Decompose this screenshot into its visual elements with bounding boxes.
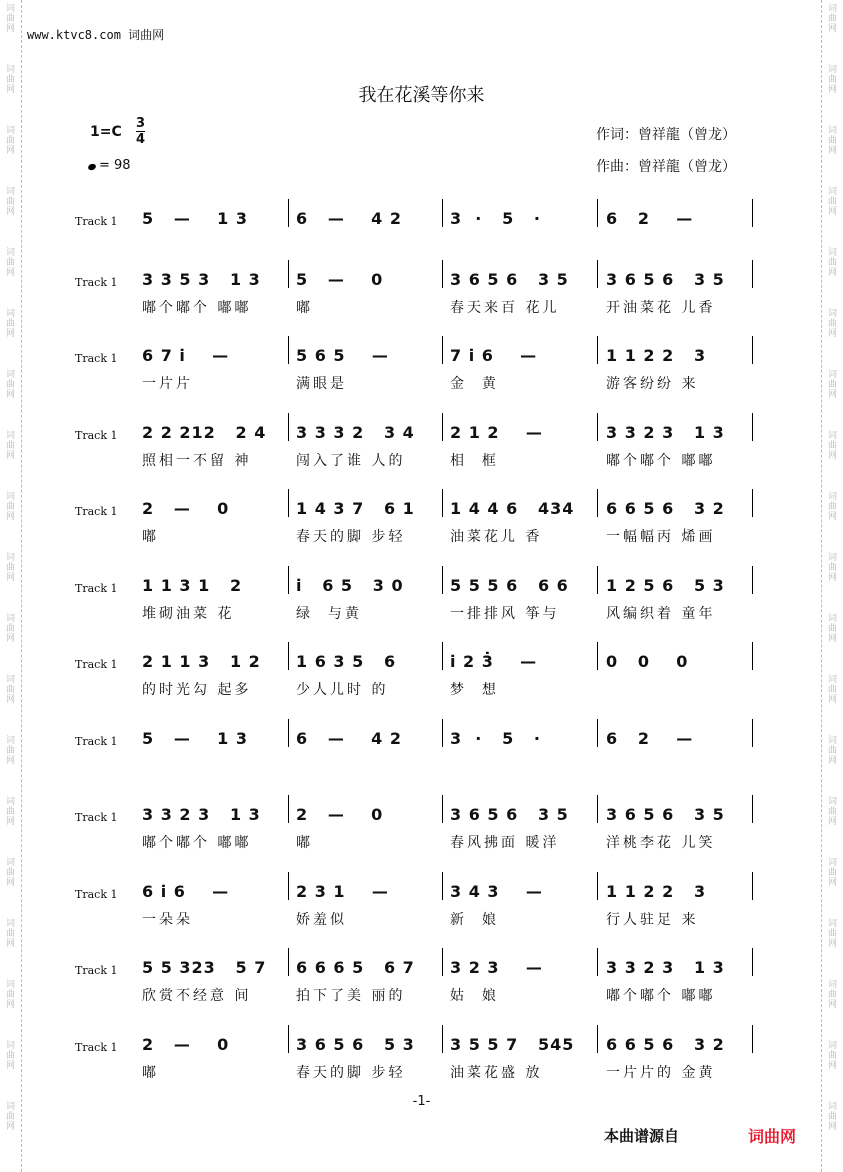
watermark-text: 词 曲 网 — [5, 614, 15, 644]
score-row — [0, 880, 843, 940]
lyric-text: 娇羞似 — [296, 912, 347, 928]
time-bottom: 4 — [136, 132, 146, 147]
barline — [752, 719, 753, 747]
lyric-text: 相 框 — [450, 453, 499, 469]
measure-notes: 3 3 5 3 1 3 — [142, 270, 261, 289]
tempo-marking — [88, 158, 131, 173]
score-row — [0, 803, 843, 863]
score-row — [0, 421, 843, 481]
watermark-text: 词 曲 网 — [5, 126, 15, 156]
measure-notes: 3 3 2 3 1 3 — [606, 958, 725, 977]
page-number: -1- — [412, 1094, 431, 1109]
measure-notes: 1 1 2 2 3 — [606, 346, 707, 365]
time-top: 3 — [136, 116, 146, 131]
barline — [288, 413, 289, 441]
measure-notes: 5 — 0 — [296, 270, 384, 289]
watermark-text: 词 曲 网 — [827, 919, 837, 949]
measure-notes: 6 — 4 2 — [296, 209, 402, 228]
watermark-text: 词 曲 网 — [827, 248, 837, 278]
track-label: Track 1 — [75, 811, 118, 824]
barline — [442, 566, 443, 594]
measure-notes: 6 2 — — [606, 729, 694, 748]
measure-notes: 1 4 3 7 6 1 — [296, 499, 415, 518]
lyric-text: 春风拂面 暖洋 — [450, 835, 560, 851]
barline — [597, 948, 598, 976]
track-label: Track 1 — [75, 352, 118, 365]
lyric-text: 春天来百 花儿 — [450, 300, 560, 316]
watermark-text: 词 曲 网 — [827, 4, 837, 34]
track-label: Track 1 — [75, 964, 118, 977]
lyric-text: 嘟 — [142, 1065, 159, 1081]
measure-notes: 5 6 5 — — [296, 346, 389, 365]
barline — [597, 489, 598, 517]
lyric-text: 少人儿时 的 — [296, 682, 389, 698]
watermark-text: 词 曲 网 — [5, 65, 15, 95]
measure-notes: i̇ 6 5 3 0 — [296, 576, 404, 595]
watermark-text: 词 曲 网 — [827, 65, 837, 95]
barline — [442, 336, 443, 364]
barline — [597, 336, 598, 364]
watermark-text: 词 曲 网 — [5, 309, 15, 339]
barline — [752, 642, 753, 670]
barline — [288, 489, 289, 517]
barline — [442, 413, 443, 441]
lyric-text: 嘟 — [142, 529, 159, 545]
barline — [288, 260, 289, 288]
measure-notes: 1 6 3 5 6 — [296, 652, 397, 671]
measure-notes: 3 2 3 — — [450, 958, 543, 977]
watermark-text: 词 曲 网 — [5, 1041, 15, 1071]
track-label: Track 1 — [75, 888, 118, 901]
watermark-text: 词 曲 网 — [827, 309, 837, 339]
measure-notes: 3 4 3 — — [450, 882, 543, 901]
measure-notes: 2 — 0 — [142, 1035, 230, 1054]
measure-notes: 3 3 2 3 1 3 — [142, 805, 261, 824]
watermark-text: 词 曲 网 — [5, 980, 15, 1010]
watermark-text: 词 曲 网 — [5, 1102, 15, 1132]
brand-logo: 词曲网 — [748, 1127, 797, 1146]
measure-notes: 5 — 1 3 — [142, 729, 248, 748]
track-label: Track 1 — [75, 658, 118, 671]
measure-notes: 6 — 4 2 — [296, 729, 402, 748]
measure-notes: 3 6 5 6 3 5 — [450, 805, 569, 824]
composer-credit: 作曲：曾祥龍（曾龙） — [596, 159, 736, 175]
barline — [597, 795, 598, 823]
measure-notes: 6 7 i̇ — — [142, 346, 230, 365]
measure-notes: 3 6 5 6 3 5 — [606, 270, 725, 289]
watermark-text: 词 曲 网 — [827, 736, 837, 766]
measure-notes: 1 1 2 2 3 — [606, 882, 707, 901]
lyric-text: 欣赏不经意 间 — [142, 988, 252, 1004]
lyric-text: 姑 娘 — [450, 988, 499, 1004]
barline — [288, 336, 289, 364]
watermark-text: 词 曲 网 — [5, 4, 15, 34]
score-row — [0, 497, 843, 557]
watermark-text: 词 曲 网 — [5, 797, 15, 827]
watermark-text: 词 曲 网 — [5, 248, 15, 278]
measure-notes: 7 i̇ 6 — — [450, 346, 538, 365]
barline — [597, 566, 598, 594]
lyric-text: 游客纷纷 来 — [606, 376, 699, 392]
lyric-text: 油菜花盛 放 — [450, 1065, 543, 1081]
measure-notes: 2 1 2 — — [450, 423, 543, 442]
measure-notes: 3 5 5 7 545 — [450, 1035, 575, 1054]
lyric-text: 嘟 — [296, 300, 313, 316]
watermark-text: 词 曲 网 — [5, 858, 15, 888]
watermark-text: 词 曲 网 — [5, 187, 15, 217]
barline — [442, 489, 443, 517]
watermark-text: 词 曲 网 — [827, 431, 837, 461]
measure-notes: 2 3 1 — — [296, 882, 389, 901]
track-label: Track 1 — [75, 276, 118, 289]
lyric-text: 嘟个嘟个 嘟嘟 — [142, 300, 252, 316]
measure-notes: 6 6 5 6 3 2 — [606, 499, 725, 518]
watermark-text: 词 曲 网 — [827, 614, 837, 644]
watermark-text: 词 曲 网 — [827, 187, 837, 217]
lyric-text: 春天的脚 步轻 — [296, 1065, 406, 1081]
barline — [288, 566, 289, 594]
song-title: 我在花溪等你来 — [358, 85, 485, 106]
lyric-text: 开油菜花 儿香 — [606, 300, 716, 316]
lyric-text: 堆砌油菜 花 — [142, 606, 235, 622]
track-label: Track 1 — [75, 1041, 118, 1054]
barline — [597, 413, 598, 441]
lyric-text: 拍下了美 丽的 — [296, 988, 406, 1004]
lyric-text: 新 娘 — [450, 912, 499, 928]
track-label: Track 1 — [75, 735, 118, 748]
source-label: 本曲谱源自 — [604, 1127, 680, 1145]
barline — [752, 260, 753, 288]
lyric-text: 一朵朵 — [142, 912, 193, 928]
score-row — [0, 956, 843, 1016]
barline — [442, 260, 443, 288]
lyric-text: 绿 与黄 — [296, 606, 362, 622]
lyric-text: 一排排风 筝与 — [450, 606, 560, 622]
barline — [597, 260, 598, 288]
barline — [442, 1025, 443, 1053]
site-url: www.ktvc8.com 词曲网 — [27, 28, 165, 42]
barline — [752, 489, 753, 517]
measure-notes: 1 4 4 6 434 — [450, 499, 575, 518]
measure-notes: 5 5 5 6 6 6 — [450, 576, 569, 595]
time-signature — [136, 116, 145, 147]
score-row — [0, 1033, 843, 1093]
watermark-text: 词 曲 网 — [5, 736, 15, 766]
barline — [597, 199, 598, 227]
measure-notes: 3 3 3 2 3 4 — [296, 423, 415, 442]
watermark-text: 词 曲 网 — [827, 553, 837, 583]
measure-notes: 5 — 1 3 — [142, 209, 248, 228]
watermark-text: 词 曲 网 — [827, 675, 837, 705]
barline — [442, 719, 443, 747]
measure-notes: 6 i̇ 6 — — [142, 882, 230, 901]
barline — [288, 719, 289, 747]
score-row — [0, 207, 843, 267]
watermark-text: 词 曲 网 — [5, 919, 15, 949]
score-row — [0, 268, 843, 328]
measure-notes: 6 2 — — [606, 209, 694, 228]
barline — [752, 336, 753, 364]
watermark-text: 词 曲 网 — [827, 370, 837, 400]
barline — [288, 1025, 289, 1053]
barline — [442, 199, 443, 227]
lyric-text: 嘟个嘟个 嘟嘟 — [142, 835, 252, 851]
watermark-text: 词 曲 网 — [5, 492, 15, 522]
barline — [288, 872, 289, 900]
barline — [752, 413, 753, 441]
measure-notes: 3 · 5 · — [450, 729, 541, 748]
watermark-text: 词 曲 网 — [827, 1041, 837, 1071]
measure-notes: 3 6 5 6 3 5 — [450, 270, 569, 289]
measure-notes: 3 3 2 3 1 3 — [606, 423, 725, 442]
track-label: Track 1 — [75, 582, 118, 595]
lyric-text: 一片片 — [142, 376, 193, 392]
measure-notes: 2 2 212 2 4 — [142, 423, 267, 442]
barline — [752, 1025, 753, 1053]
watermark-text: 词 曲 网 — [827, 126, 837, 156]
lyric-text: 金 黄 — [450, 376, 499, 392]
watermark-text: 词 曲 网 — [5, 370, 15, 400]
track-label: Track 1 — [75, 429, 118, 442]
lyric-text: 嘟个嘟个 嘟嘟 — [606, 988, 716, 1004]
lyricist-credit: 作词：曾祥龍（曾龙） — [596, 127, 736, 143]
score-row — [0, 574, 843, 634]
barline — [442, 642, 443, 670]
lyric-text: 行人驻足 来 — [606, 912, 699, 928]
quarter-note-icon — [87, 163, 97, 171]
barline — [442, 872, 443, 900]
barline — [288, 795, 289, 823]
score-row — [0, 344, 843, 404]
measure-notes: i̇ 2 3̇ — — [450, 652, 538, 671]
lyric-text: 油菜花儿 香 — [450, 529, 543, 545]
barline — [752, 948, 753, 976]
track-label: Track 1 — [75, 215, 118, 228]
watermark-text: 词 曲 网 — [5, 431, 15, 461]
barline — [752, 795, 753, 823]
barline — [597, 1025, 598, 1053]
watermark-text: 词 曲 网 — [827, 492, 837, 522]
barline — [597, 719, 598, 747]
measure-notes: 3 6 5 6 3 5 — [606, 805, 725, 824]
lyric-text: 一片片的 金黄 — [606, 1065, 716, 1081]
measure-notes: 2 1 1 3 1 2 — [142, 652, 261, 671]
measure-notes: 2 — 0 — [142, 499, 230, 518]
lyric-text: 风编织着 童年 — [606, 606, 716, 622]
measure-notes: 3 6 5 6 5 3 — [296, 1035, 415, 1054]
score-row — [0, 650, 843, 710]
barline — [442, 948, 443, 976]
measure-notes: 1 2 5 6 5 3 — [606, 576, 725, 595]
barline — [752, 199, 753, 227]
measure-notes: 6 6 5 6 3 2 — [606, 1035, 725, 1054]
lyric-text: 梦 想 — [450, 682, 499, 698]
barline — [597, 872, 598, 900]
lyric-text: 满眼是 — [296, 376, 347, 392]
watermark-text: 词 曲 网 — [827, 797, 837, 827]
lyric-text: 洋桃李花 儿笑 — [606, 835, 716, 851]
barline — [288, 948, 289, 976]
barline — [288, 642, 289, 670]
measure-notes: 2 — 0 — [296, 805, 384, 824]
lyric-text: 照相一不留 神 — [142, 453, 252, 469]
barline — [752, 872, 753, 900]
score-row — [0, 727, 843, 787]
track-label: Track 1 — [75, 505, 118, 518]
measure-notes: 1 1 3 1 2 — [142, 576, 243, 595]
key-signature: 1=C — [90, 124, 122, 140]
watermark-text: 词 曲 网 — [827, 1102, 837, 1132]
watermark-text: 词 曲 网 — [5, 675, 15, 705]
tempo-value: = 98 — [99, 158, 131, 173]
measure-notes: 5 5 323 5 7 — [142, 958, 267, 977]
barline — [442, 795, 443, 823]
barline — [597, 642, 598, 670]
barline — [288, 199, 289, 227]
lyric-text: 的时光勾 起多 — [142, 682, 252, 698]
measure-notes: 6 6 6 5 6 7 — [296, 958, 415, 977]
barline — [752, 566, 753, 594]
measure-notes: 3 · 5 · — [450, 209, 541, 228]
measure-notes: 0 0 0 — [606, 652, 689, 671]
watermark-text: 词 曲 网 — [5, 553, 15, 583]
lyric-text: 春天的脚 步轻 — [296, 529, 406, 545]
lyric-text: 嘟个嘟个 嘟嘟 — [606, 453, 716, 469]
lyric-text: 嘟 — [296, 835, 313, 851]
lyric-text: 闯入了谁 人的 — [296, 453, 406, 469]
lyric-text: 一幅幅丙 烯画 — [606, 529, 716, 545]
watermark-text: 词 曲 网 — [827, 858, 837, 888]
watermark-text: 词 曲 网 — [827, 980, 837, 1010]
